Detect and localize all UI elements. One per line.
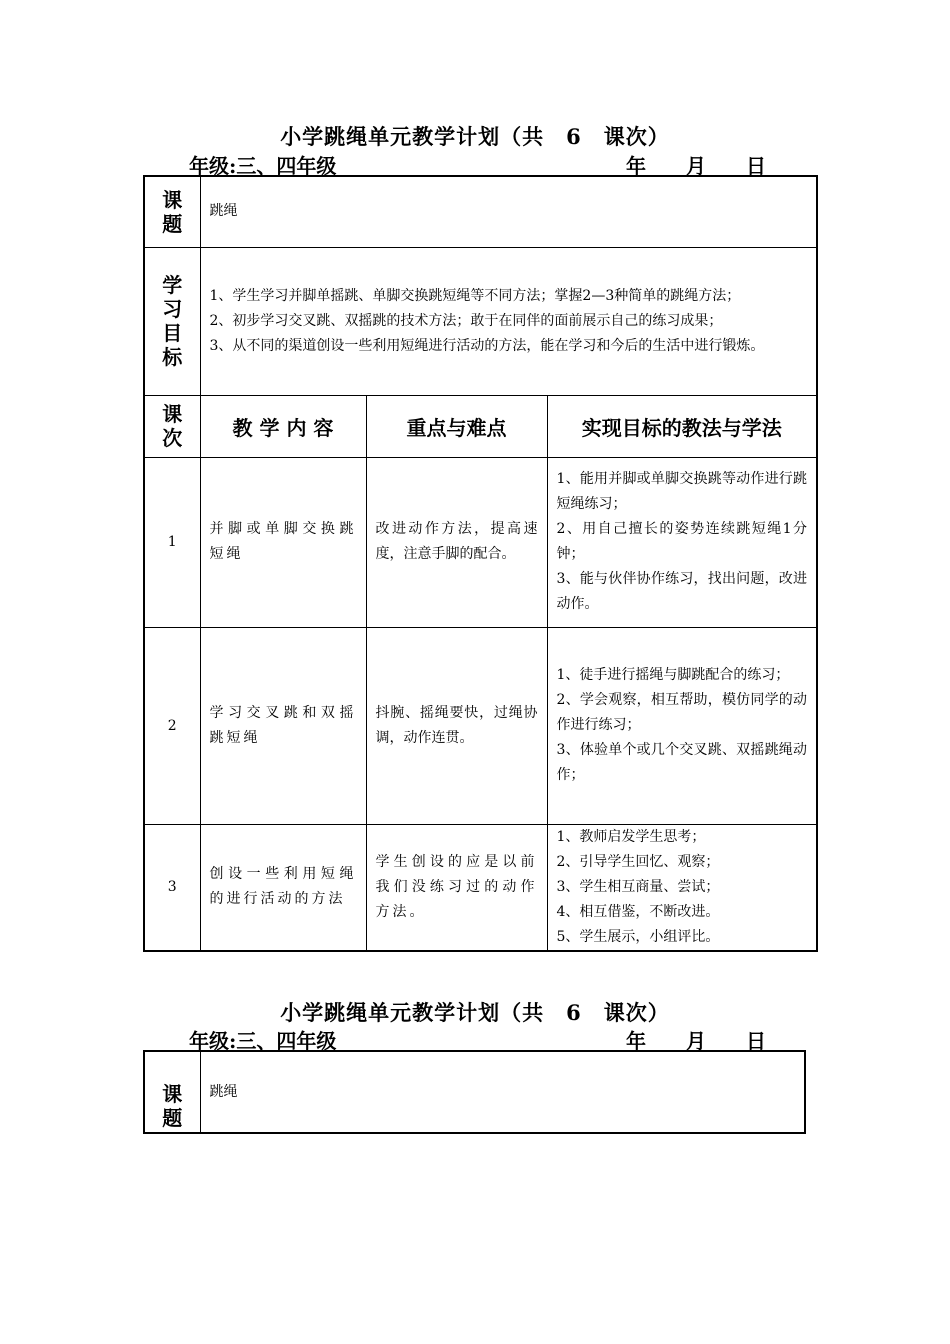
plan2-date: 年 月 日 bbox=[626, 1029, 766, 1053]
topic-label: 课 题 bbox=[144, 176, 200, 247]
goals-list bbox=[200, 247, 817, 395]
lesson-content: 创设一些利用短绳的进行活动的方法 bbox=[200, 824, 366, 951]
lesson-keypoints: 学生创设的应是以前我们没练习过的动作方法。 bbox=[366, 824, 547, 951]
plan2-title: 小学跳绳单元教学计划（共 6 课次） bbox=[280, 1000, 670, 1025]
lesson-number: 3 bbox=[144, 824, 200, 951]
topic-row bbox=[144, 1051, 805, 1133]
lesson-content: 学习交叉跳和双摇跳短绳 bbox=[200, 627, 366, 824]
method-item: 5、学生展示，小组评比。 bbox=[556, 928, 720, 945]
topic-label: 课 题 bbox=[144, 1051, 200, 1133]
goal-item: 1、学生学习并脚单摇跳、单脚交换跳短绳等不同方法；掌握2—3种简单的跳绳方法； bbox=[209, 287, 741, 304]
plan2-grade: 年级:三、四年级 bbox=[189, 1029, 337, 1053]
method-item: 3、学生相互商量、尝试； bbox=[556, 878, 720, 895]
content-header: 教 学 内 容 bbox=[200, 395, 366, 457]
plan2-table bbox=[143, 1050, 806, 1134]
keypoints-header: 重点与难点 bbox=[366, 395, 547, 457]
lesson-header: 课 次 bbox=[144, 395, 200, 457]
lesson-keypoints: 改进动作方法，提高速度，注意手脚的配合。 bbox=[366, 457, 547, 627]
method-item: 1、能用并脚或单脚交换跳等动作进行跳短绳练习； bbox=[556, 471, 808, 512]
lesson-keypoints: 抖腕、摇绳要快，过绳协调，动作连贯。 bbox=[366, 627, 547, 824]
topic-value: 跳绳 bbox=[200, 176, 817, 247]
plan1-table bbox=[143, 175, 818, 952]
goals-row bbox=[144, 247, 817, 395]
topic-value: 跳绳 bbox=[200, 1051, 805, 1133]
plan1-date: 年 月 日 bbox=[626, 154, 766, 178]
lesson-methods bbox=[547, 627, 817, 824]
lesson-row bbox=[144, 457, 817, 627]
header-row bbox=[144, 395, 817, 457]
lesson-row bbox=[144, 627, 817, 824]
method-item: 1、徒手进行摇绳与脚跳配合的练习； bbox=[556, 667, 790, 683]
lesson-row bbox=[144, 824, 817, 951]
lesson-methods bbox=[547, 824, 817, 951]
goal-item: 3、从不同的渠道创设一些利用短绳进行活动的方法，能在学习和今后的生活中进行锻炼。 bbox=[209, 337, 765, 354]
plan1-grade: 年级:三、四年级 bbox=[189, 154, 337, 178]
methods-header: 实现目标的教法与学法 bbox=[547, 395, 817, 457]
method-item: 2、引导学生回忆、观察； bbox=[556, 853, 720, 870]
goal-item: 2、初步学习交叉跳、双摇跳的技术方法；敢于在同伴的面前展示自己的练习成果； bbox=[209, 312, 723, 329]
lesson-content: 并脚或单脚交换跳短绳 bbox=[200, 457, 366, 627]
lesson-methods bbox=[547, 457, 817, 627]
method-item: 2、用自己擅长的姿势连续跳短绳1分钟； bbox=[556, 521, 808, 562]
method-item: 4、相互借鉴，不断改进。 bbox=[556, 903, 720, 920]
plan1-title: 小学跳绳单元教学计划（共 6 课次） bbox=[280, 124, 670, 149]
method-item: 3、能与伙伴协作练习，找出问题，改进动作。 bbox=[556, 571, 808, 612]
goals-label: 学 习 目 标 bbox=[144, 247, 200, 395]
method-item: 2、学会观察，相互帮助，模仿同学的动作进行练习； bbox=[556, 692, 808, 733]
method-item: 1、教师启发学生思考； bbox=[556, 828, 706, 845]
lesson-number: 1 bbox=[144, 457, 200, 627]
topic-row bbox=[144, 176, 817, 247]
lesson-number: 2 bbox=[144, 627, 200, 824]
method-item: 3、体验单个或几个交叉跳、双摇跳绳动作； bbox=[556, 742, 808, 783]
